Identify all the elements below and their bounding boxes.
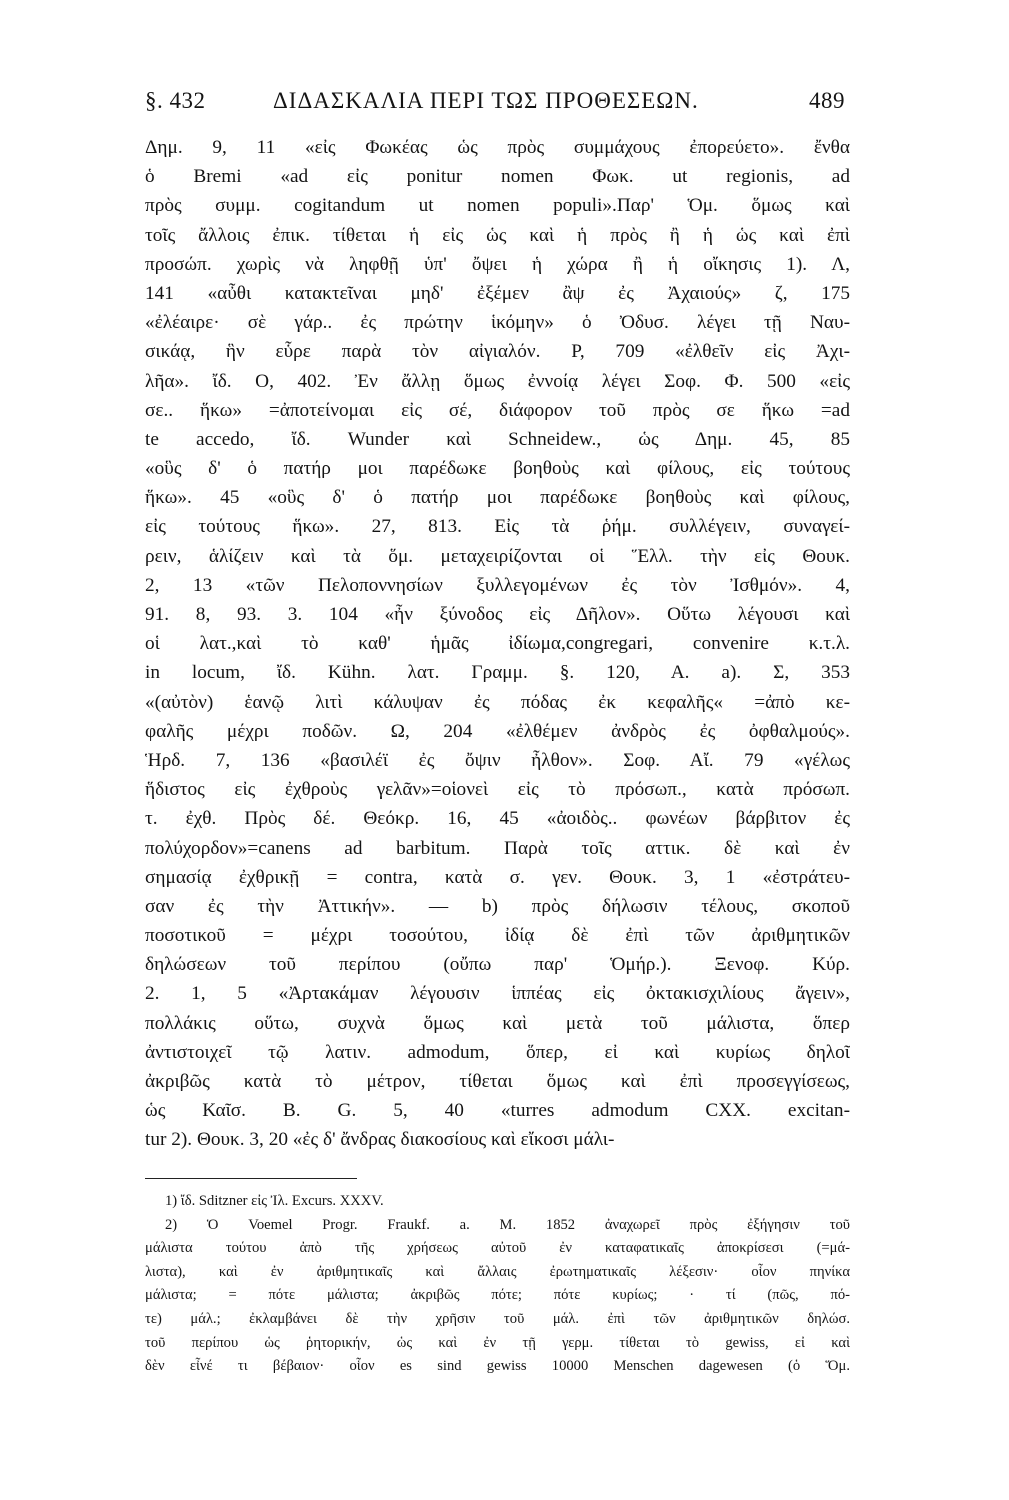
text-line: tur 2). Θουκ. 3, 20 «ἐς δ' ἄνδρας διακοσίους καὶ εἴκοσι μάλι-	[145, 1129, 615, 1151]
text-line: σε.. ἥκω» =ἀποτείνομαι εἰς σέ, διάφορον τοῦ πρὸς σε ἥκω =ad	[145, 399, 850, 421]
footnote-divider	[145, 1178, 357, 1179]
text-line: «οὓς δ' ὁ πατήρ μοι παρέδωκε βοηθοὺς καὶ φίλους, εἰς τούτους	[145, 458, 850, 480]
text-line: 91. 8, 93. 3. 104 «ἦν ξύνοδος εἰς Δῆλον». Οὕτω λέγουσι καὶ	[145, 604, 850, 625]
text-line: ἥδιστος εἰς ἐχθροὺς γελᾶν»=οἱονεὶ εἰς τὸ πρόσωπ., κατὰ πρόσωπ.	[145, 779, 850, 801]
text-line: Δημ. 9, 11 «εἰς Φωκέας ὡς πρὸς συμμάχους ἐπορεύετο». ἔνθα	[145, 137, 850, 158]
footnote-line: τε) μάλ.; ἐκλαμβάνει δὲ τὴν χρῆσιν τοῦ μάλ. ἐπὶ τῶν ἀριθμητικῶν δηλώσ.	[145, 1310, 850, 1327]
page-number: 489	[809, 88, 845, 113]
text-line: in locum, ἴδ. Kühn. λατ. Γραμμ. §. 120, Α. a). Σ, 353	[145, 662, 850, 684]
text-line: ρειν, ἁλίζειν καὶ τὰ ὅμ. μεταχειρίζονται οἱ Ἕλλ. τὴν εἰς Θουκ.	[145, 545, 850, 567]
footnote-line: δὲν εἶνέ τι βέβαιον· οἷον es sind gewiss 10000 Menschen dagewesen (ὁ Ὅμ.	[145, 1358, 850, 1375]
footnote-line: τοῦ περίπου ὡς ῥητορικήν, ὡς καὶ ἐν τῇ γερμ. τίθεται τὸ gewiss, εἰ καὶ	[145, 1334, 850, 1351]
text-line: λῆα». ἴδ. Ο, 402. Ἐν ἄλλῃ ὅμως ἐννοίᾳ λέγει Σοφ. Φ. 500 «εἰς	[145, 370, 850, 392]
text-line: σημασίᾳ ἐχθρικῇ = contra, κατὰ σ. γεν. Θουκ. 3, 1 «ἐστράτευ-	[145, 866, 850, 888]
running-title: ΔΙΔΑΣΚΑΛΙΑ ΠΕΡΙ ΤΩΣ ΠΡΟΘΕΣΕΩΝ.	[273, 88, 699, 113]
text-line: οἱ λατ.,καὶ τὸ καθ' ἡμᾶς ἰδίωμα,congregari, convenire κ.τ.λ.	[145, 633, 850, 655]
text-line: «ἐλέαιρε· σὲ γάρ.. ἐς πρώτην ἱκόμην» ὁ Ὀδυσ. λέγει τῇ Ναυ-	[145, 312, 850, 334]
footnote-line: 1) ἴδ. Sditzner εἰς Ἰλ. Excurs. XXXV.	[165, 1193, 384, 1209]
text-line: εἰς τούτους ἥκω». 27, 813. Εἰς τὰ ῥήμ. συλλέγειν, συναγεί-	[145, 516, 850, 538]
text-line: σικάᾳ, ἣν εὗρε παρὰ τὸν αἰγιαλόν. Ρ, 709 «ἐλθεῖν εἰς Ἀχι-	[145, 341, 850, 363]
footnote-line: λιστα), καὶ ἐν ἀριθμητικαῖς καὶ ἄλλαις ἐρωτηματικαῖς λέξεσιν· οἷον πηνίκα	[145, 1263, 850, 1280]
text-line: πολλάκις οὕτω, συχνὰ ὅμως καὶ μετὰ τοῦ μάλιστα, ὅπερ	[145, 1012, 850, 1034]
text-line: 141 «αὖθι κατακτεῖναι μηδ' ἐξέμεν ἂψ ἐς Ἀχαιούς» ζ, 175	[145, 282, 850, 304]
text-line: ἀκριβῶς κατὰ τὸ μέτρον, τίθεται ὅμως καὶ ἐπὶ προσεγγίσεως,	[145, 1071, 850, 1092]
footnote-line: μάλιστα; = πότε μάλιστα; ἀκριβῶς πότε; πότε κυρίως; · τί (πῶς, πό-	[145, 1287, 850, 1304]
text-line: ἥκω». 45 «οὓς δ' ὁ πατήρ μοι παρέδωκε βοηθοὺς καὶ φίλους,	[145, 487, 850, 509]
text-line: Ἡρδ. 7, 136 «βασιλέϊ ἐς ὄψιν ἦλθον». Σοφ. Αἴ. 79 «γέλως	[145, 749, 850, 771]
text-line: πρὸς συμμ. cogitandum ut nomen populi».Παρ' Ὁμ. ὅμως καὶ	[145, 195, 850, 217]
footnote-line: 2) Ὁ Voemel Progr. Fraukf. a. M. 1852 ἀναχωρεῖ πρὸς ἐξήγησιν τοῦ	[165, 1216, 850, 1233]
main-text	[145, 133, 850, 1155]
text-line: ἀντιστοιχεῖ τῷ λατιν. admodum, ὅπερ, εἰ καὶ κυρίως δηλοῖ	[145, 1041, 850, 1063]
text-line: προσώπ. χωρὶς νὰ ληφθῇ ὑπ' ὄψει ἡ χώρα ἢ ἡ οἴκησις 1). Λ,	[145, 253, 850, 275]
text-line: «(αὐτὸν) ἑανῷ λιτὶ κάλυψαν ἐς πόδας ἐκ κεφαλῆς« =ἀπὸ κε-	[145, 691, 850, 713]
text-line: σαν ἐς τὴν Ἀττικήν». — b) πρὸς δήλωσιν τέλους, σκοποῦ	[145, 895, 850, 917]
running-header	[145, 88, 845, 122]
text-line: 2. 1, 5 «Ἀρτακάμαν λέγουσιν ἱππέας εἰς ὀκτακισχιλίους ἄγειν»,	[145, 983, 850, 1005]
text-line: φαλῆς μέχρι ποδῶν. Ω, 204 «ἐλθέμεν ἀνδρὸς ἐς ὀφθαλμούς».	[145, 720, 850, 742]
text-line: δηλώσεων τοῦ περίπου (οὔπω παρ' Ὁμήρ.). Ξενοφ. Κύρ.	[145, 954, 850, 976]
section-number: §. 432	[145, 88, 206, 113]
text-line: ὁ Bremi «ad εἰς ponitur nomen Φωκ. ut regionis, ad	[145, 166, 850, 188]
text-line: ὡς Καῖσ. B. G. 5, 40 «turres admodum CXX. excitan-	[145, 1100, 850, 1122]
text-line: τ. ἐχθ. Πρὸς δέ. Θεόκρ. 16, 45 «ἀοιδὸς.. φωνέων βάρβιτον ἐς	[145, 808, 850, 830]
footnotes	[145, 1190, 850, 1379]
footnote-line: μάλιστα τούτου ἀπὸ τῆς χρήσεως αὐτοῦ ἐν καταφατικαῖς ἀποκρίσεσι (=μά-	[145, 1240, 850, 1257]
text-line: te accedo, ἴδ. Wunder καὶ Schneidew., ὡς Δημ. 45, 85	[145, 428, 850, 450]
text-line: πολύχορδον»=canens ad barbitum. Παρὰ τοῖς αττικ. δὲ καὶ ἐν	[145, 837, 850, 859]
text-line: τοῖς ἄλλοις ἐπικ. τίθεται ἡ εἰς ὡς καὶ ἡ πρὸς ἢ ἡ ὡς καὶ ἐπὶ	[145, 224, 850, 246]
text-line: ποσοτικοῦ = μέχρι τοσούτου, ἰδίᾳ δὲ ἐπὶ τῶν ἀριθμητικῶν	[145, 925, 850, 947]
text-line: 2, 13 «τῶν Πελοποννησίων ξυλλεγομένων ἐς τὸν Ἰσθμόν». 4,	[145, 574, 850, 596]
